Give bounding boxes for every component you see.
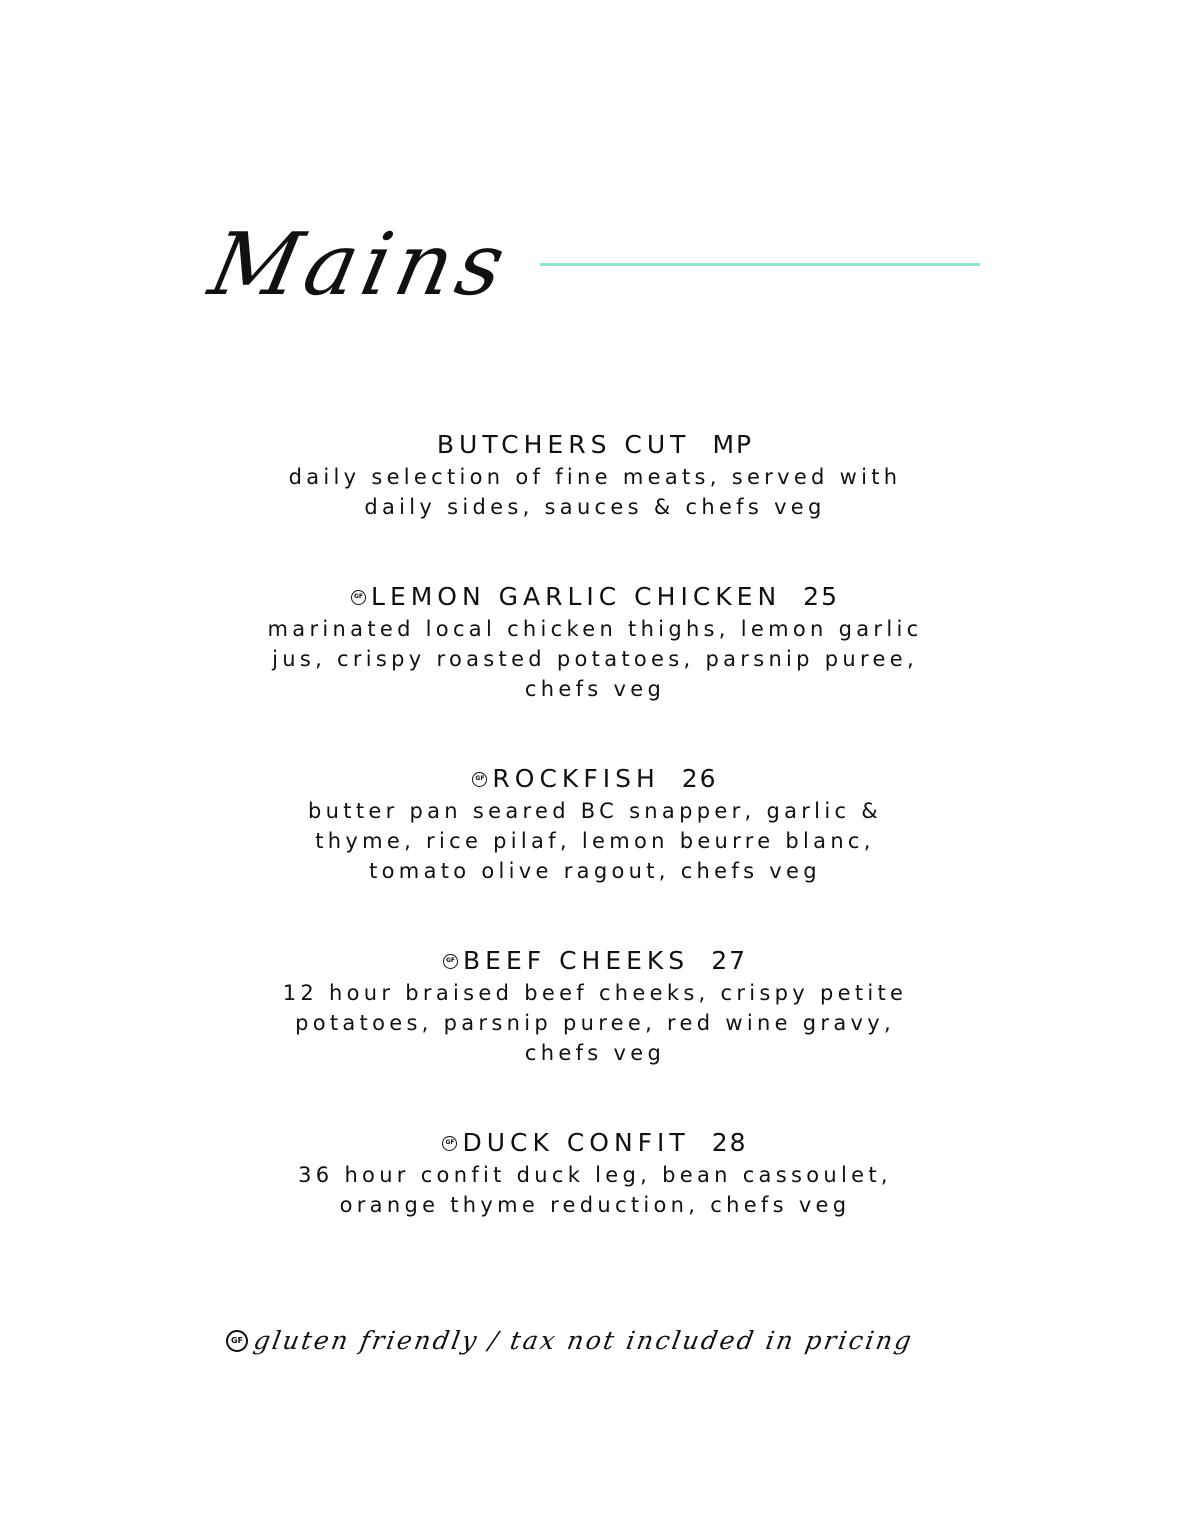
description-line: 36 hour confit duck leg, bean cassoulet,	[298, 1163, 892, 1187]
description-line: daily sides, sauces & chefs veg	[364, 495, 826, 519]
menu-item-name: LEMON GARLIC CHICKEN	[371, 582, 782, 611]
menu-item	[195, 428, 995, 522]
menu-item-price: 26	[681, 764, 718, 793]
page-title: Mains	[201, 215, 519, 315]
menu-item-name: DUCK CONFIT	[462, 1128, 690, 1157]
menu-item-description	[195, 1160, 995, 1220]
description-line: chefs veg	[524, 677, 666, 701]
menu-item	[195, 762, 995, 886]
description-line: chefs veg	[524, 1041, 666, 1065]
description-line: marinated local chicken thighs, lemon garlic	[267, 617, 923, 641]
menu-item-description	[195, 796, 995, 886]
menu-item-price: 25	[803, 582, 839, 611]
description-line: potatoes, parsnip puree, red wine gravy,	[295, 1011, 895, 1035]
description-line: 12 hour braised beef cheeks, crispy petite	[282, 981, 908, 1005]
description-line: daily selection of fine meats, served with	[288, 465, 902, 489]
description-line: butter pan seared BC snapper, garlic &	[308, 799, 882, 823]
menu-item-heading	[195, 580, 995, 614]
gluten-free-icon: GF	[226, 1330, 248, 1352]
menu-item-name: BUTCHERS CUT	[436, 430, 691, 459]
menu-item	[195, 580, 995, 704]
menu-item-price: 27	[711, 946, 747, 975]
menu-item-name: ROCKFISH	[492, 764, 660, 793]
menu-item-heading	[195, 762, 995, 796]
menu-item-name: BEEF CHEEKS	[463, 946, 690, 975]
menu-item	[195, 944, 995, 1068]
menu-list	[195, 428, 995, 1278]
menu-item	[195, 1126, 995, 1220]
menu-item-price: MP	[712, 430, 754, 459]
menu-item-heading	[195, 944, 995, 978]
menu-item-description	[195, 978, 995, 1068]
menu-item-price: 28	[711, 1128, 748, 1157]
description-line: orange thyme reduction, chefs veg	[339, 1193, 851, 1217]
menu-item-description	[195, 614, 995, 704]
gluten-free-icon: GF	[443, 954, 458, 969]
gluten-free-icon: GF	[472, 772, 487, 787]
title-divider	[540, 263, 980, 266]
gluten-free-icon: GF	[351, 590, 366, 605]
description-line: thyme, rice pilaf, lemon beurre blanc,	[315, 829, 875, 853]
description-line: jus, crispy roasted potatoes, parsnip puree,	[272, 647, 918, 671]
menu-item-heading	[195, 428, 995, 462]
menu-item-heading	[195, 1126, 995, 1160]
footer-text: gluten friendly / tax not included in pricing	[251, 1326, 916, 1355]
gluten-free-icon: GF	[442, 1136, 457, 1151]
footer-note	[226, 1326, 916, 1355]
description-line: tomato olive ragout, chefs veg	[369, 859, 821, 883]
menu-item-description	[195, 462, 995, 522]
